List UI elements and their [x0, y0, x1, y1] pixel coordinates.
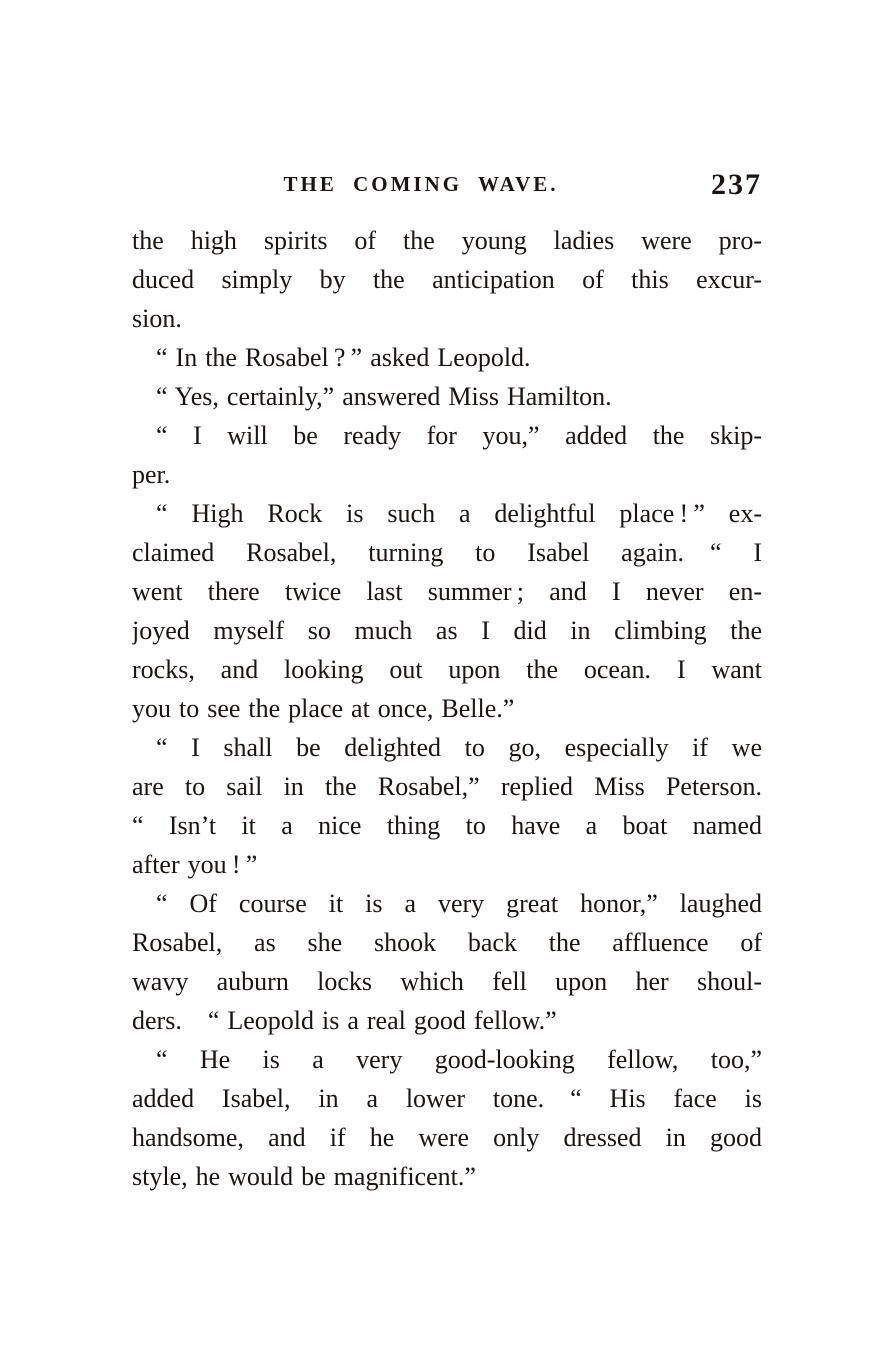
text-line: went there twice last summer ; and I never en- [132, 577, 762, 606]
text-line: “ In the Rosabel ? ” asked Leopold. [156, 343, 531, 372]
text-line: handsome, and if he were only dressed in good [132, 1123, 762, 1152]
text-line: “ Isn’t it a nice thing to have a boat named [132, 811, 762, 840]
text-line: wavy auburn locks which fell upon her shoul- [132, 967, 762, 996]
paragraph [132, 1040, 762, 1196]
text-line: ders. “ Leopold is a real good fellow.” [132, 1006, 557, 1035]
paragraph [132, 494, 762, 728]
text-line: claimed Rosabel, turning to Isabel again. “ I [132, 538, 762, 567]
text-line: “ I shall be delighted to go, especially if we [156, 733, 762, 762]
text-line: “ I will be ready for you,” added the skip- [156, 421, 762, 450]
body-text [132, 221, 762, 1196]
text-line: added Isabel, in a lower tone. “ His face is [132, 1084, 762, 1113]
text-line: you to see the place at once, Belle.” [132, 694, 515, 723]
text-line: “ He is a very good-looking fellow, too,” [156, 1045, 762, 1074]
paragraph [132, 416, 762, 494]
text-line: duced simply by the anticipation of this excur- [132, 265, 762, 294]
text-line: the high spirits of the young ladies were pro- [132, 226, 762, 255]
running-title: THE COMING WAVE. [283, 172, 559, 196]
text-line: sion. [132, 304, 182, 333]
text-line: per. [132, 460, 171, 489]
page-number: 237 [711, 168, 762, 201]
paragraph [132, 728, 762, 884]
text-line: after you ! ” [132, 850, 258, 879]
text-line: “ Yes, certainly,” answered Miss Hamilton. [156, 382, 612, 411]
text-line: are to sail in the Rosabel,” replied Miss Peterson. [132, 772, 762, 801]
text-line: style, he would be magnificent.” [132, 1162, 476, 1191]
paragraph [132, 377, 762, 416]
text-line: joyed myself so much as I did in climbing the [132, 616, 762, 645]
text-line: “ Of course it is a very great honor,” laughed [156, 889, 762, 918]
paragraph [132, 338, 762, 377]
paragraph [132, 884, 762, 1040]
text-line: Rosabel, as she shook back the affluence of [132, 928, 762, 957]
page-header [132, 166, 762, 200]
text-line: rocks, and looking out upon the ocean. I want [132, 655, 762, 684]
text-line: “ High Rock is such a delightful place ! ” ex- [156, 499, 762, 528]
paragraph [132, 221, 762, 338]
